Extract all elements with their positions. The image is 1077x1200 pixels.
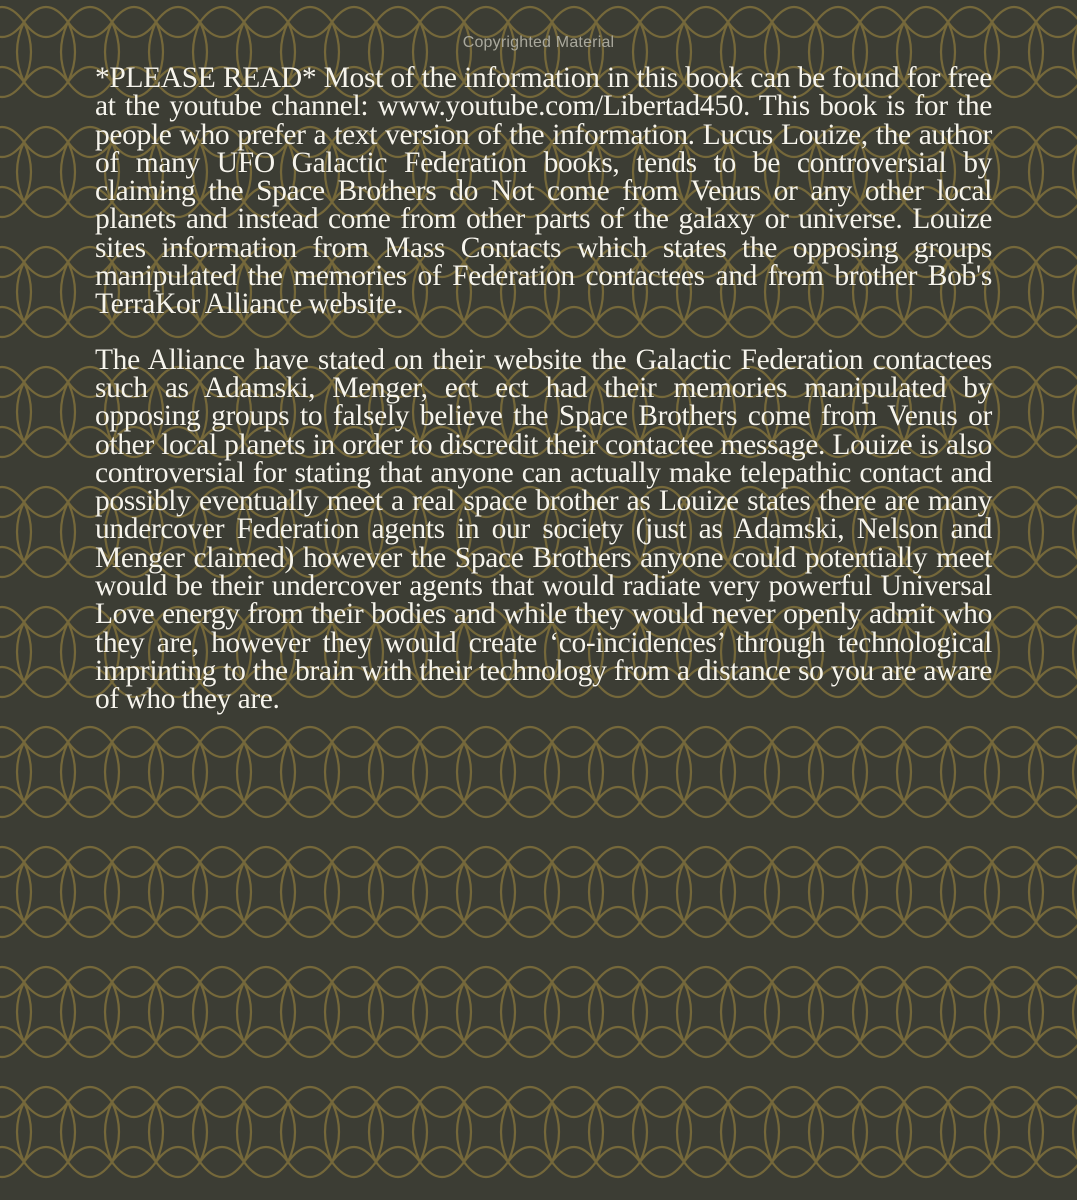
blurb-text: [95, 64, 992, 714]
blurb-paragraph-2: The Alliance have stated on their website the Galactic Federation contactees such as Adamski, Menger, ect ect had their memories manipulated by opposing groups to falsely believe the Space Brothers come from Venus or other local planets in order to discredit their contactee message. Louize is also controversial for stating that anyone can actually make telepathic contact and possibly eventually meet a real space brother as Louize states there are many undercover Federation agents in our society (just as Adamski, Nelson and Menger claimed) however the Space Brothers anyone could potentially meet would be their undercover agents that would radiate very powerful Universal Love energy from their bodies and while they would never openly admit who they are, however they would create ‘co-incidences’ through technological imprinting to the brain with their technology from a distance so you are aware of who they are.: [95, 343, 992, 716]
copyright-watermark: Copyrighted Material: [462, 34, 615, 51]
blurb-paragraph-1: *PLEASE READ* Most of the information in this book can be found for free at the youtube channel: www.youtube.com/Libertad450. This book is for the people who prefer a text version of the information. Lucus Louize, the author of many UFO Galactic Federation books, tends to be controversial by claiming the Space Brothers do Not come from Venus or any other local planets and instead come from other parts of the galaxy or universe. Louize sites information from Mass Contacts which states the opposing groups manipulated the memories of Federation contactees and from brother Bob's TerraKor Alliance website.: [95, 62, 992, 321]
